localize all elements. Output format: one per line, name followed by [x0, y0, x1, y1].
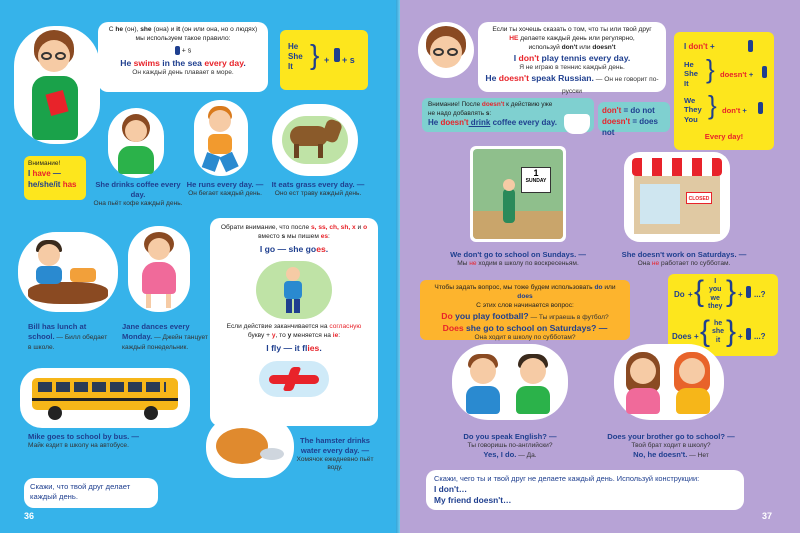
contractions-box: don't = do not doesn't = does not [598, 102, 670, 132]
jane-dancing-illustration [128, 226, 190, 312]
person-icon [758, 102, 763, 114]
airplane-illustration [259, 361, 329, 397]
person-icon [748, 40, 753, 52]
person-icon [334, 48, 340, 62]
task-box: Скажи, что твой друг делает каждый день. [24, 478, 158, 508]
spelling-rule-box: Обрати внимание, что после s, ss, ch, sh, x и o вместо s мы пишем es: I go — she goes. Если действие заканчивается на согласную букву + y, то y меняется на ie: I fly — it flies. [210, 218, 378, 426]
plus-s-formula: + s [104, 46, 262, 56]
warning-box: Внимание! I have — he/she/it has [24, 156, 86, 200]
negative-rule-box: Если ты хочешь сказать о том, что ты или твой друг НЕ делаете каждый день или регулярно, используй don't или doesn't I don't play tennis every day. Я не играю в теннис каждый день. He doesn't speak Russian. — Он не говорит по-русски [478, 22, 666, 92]
caption-eats: It eats grass every day. — Оно ест траву каждый день. [271, 180, 365, 197]
caption-girls: Does your brother go to school? — Твой брат ходит в школу? No, he doesn't. — Нет [607, 432, 735, 460]
bill-lunch-illustration [18, 232, 118, 312]
brace-close-icon: } [726, 315, 737, 348]
school-bus-illustration [20, 368, 190, 428]
person-icon [762, 66, 767, 78]
caption-runs: He runs every day. — Он бегает каждый день. [186, 180, 264, 197]
two-girls-illustration [614, 344, 724, 420]
caption-bill: Bill has lunch at school. — Билл обедает в школе. [28, 322, 108, 352]
walking-boy-illustration [256, 261, 332, 319]
brace-icon: } [708, 90, 717, 120]
running-boy-illustration [194, 100, 248, 176]
caption-coffee: She drinks coffee every day. Она пьёт кофе каждый день. [93, 180, 183, 207]
horse-illustration [272, 104, 358, 176]
coffee-cup-icon [564, 114, 590, 134]
rule-box: С he (он), she (она) и it (он или она, но о людях) мы используем такое правило: + s He swims in the sea every day. Он каждый день плавает в море. [98, 22, 268, 92]
girl-coffee-illustration [108, 108, 164, 178]
person-icon [175, 46, 180, 55]
brace-icon: } [706, 54, 715, 84]
caption-shop: She doesn't work on Saturdays. — Она не работает по субботам. [621, 250, 747, 267]
rule-example: He swims in the sea every day. [120, 57, 246, 68]
right-page [400, 0, 800, 533]
brace-open-icon: { [700, 315, 711, 348]
person-icon [746, 328, 751, 340]
empty-classroom-illustration: 1 SUNDAY [470, 146, 566, 242]
caption-school: We don't go to school on Sundays. — Мы не ходим в школу по воскресеньям. [450, 250, 586, 267]
doesnt-warning-box: Внимание! После doesn't к действию уже не надо добавлять s: He doesn't drink coffee every day. [422, 98, 594, 132]
brace-close-icon: } [726, 275, 737, 308]
caption-mike: Mike goes to school by bus. — Майк ездит в школу на автобусе. [28, 432, 140, 449]
page-number: 37 [761, 511, 772, 521]
caption-hamster: The hamster drinks water every day. — Хомячок ежедневно пьёт воду. [296, 436, 374, 472]
brace-open-icon: { [694, 275, 705, 308]
caption-boys: Do you speak English? — Ты говоришь по-английски? Yes, I do. — Да. [463, 432, 557, 460]
page-number: 36 [24, 511, 35, 521]
closed-shop-illustration: CLOSED [624, 152, 730, 242]
negative-formula-box: I don't + He She It } doesn't + We They You } don't + Every day! [674, 32, 774, 150]
formula-box: He She It } + + s [280, 30, 368, 90]
hamster-illustration [206, 416, 294, 478]
teacher-face-illustration [418, 22, 474, 78]
caption-jane: Jane dances every Monday. — Джейн танцует каждый понедельник. [122, 322, 208, 352]
right-task-box: Скажи, чего ты и твой друг не делаете каждый день. Используй конструкции: I don't… My friend doesn't… [426, 470, 744, 510]
two-boys-illustration [452, 344, 568, 420]
person-icon [746, 286, 751, 298]
question-rule-box: Чтобы задать вопрос, мы тоже будем использовать do или does С этих слов начинается вопрос: Do you play football? — Ты играешь в футбол? Does she go to school on Saturdays? — Она ходит в школу по субботам? [420, 280, 630, 340]
question-formula-box: Do + { I you we they } + ...? Does + { he she it } + ...? [668, 274, 778, 356]
teacher-illustration [20, 22, 100, 142]
brace-icon: } [310, 39, 320, 70]
